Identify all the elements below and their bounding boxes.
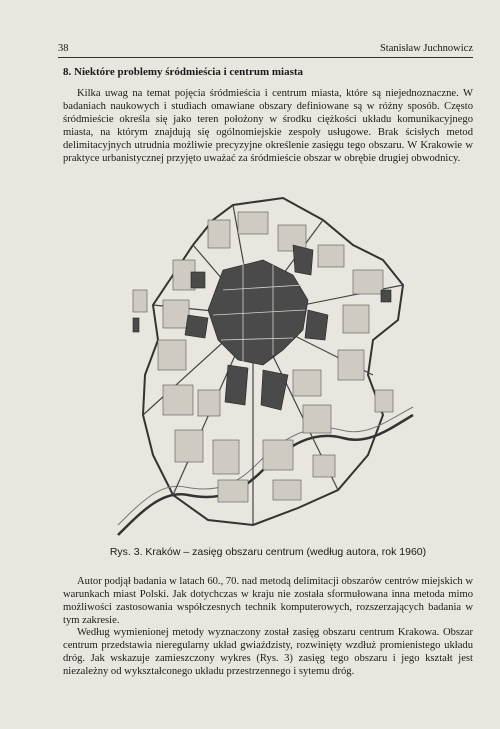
- paragraph-second: Autor podjął badania w latach 60., 70. nad metodą delimitacji obszarów centrów miejskich w warunkach miast Polski. Jak dotychczas w kraju nie została sformułowana inna metoda mimo możliwości zastosowania współczesnych technik komputerowych, rozszerzających badania w tym zakresie.: [63, 576, 473, 626]
- paragraph-intro: Kilka uwag na temat pojęcia śródmieścia i centrum miasta, które są niejednoznaczne. W badaniach naukowych i studiach omawiane obszary definiowane są w różny sposób. Często śródmieście określa się jako teren położony w środku ciężkości układu komunikacyjnego miasta, na którym znajdują się ogólnomiejskie zespoły usługowe. Brak ścisłych metod delimitacyjnych utrudnia możliwie precyzyjne określenie zasięgu tego obszaru. W Krakowie w praktyce urbanistycznej przyjęto uważać za śródmieście obszar w obrębie drugiej obwodnicy.: [63, 88, 473, 164]
- map-figure: [113, 190, 416, 540]
- header-rule: [58, 57, 473, 58]
- city-center-map: [113, 190, 416, 540]
- page-header: [58, 43, 473, 57]
- figure-caption: Rys. 3. Kraków – zasięg obszaru centrum (według autora, rok 1960): [109, 546, 427, 558]
- page-number: 38: [58, 43, 69, 54]
- running-head-author: Stanisław Juchnowicz: [379, 43, 473, 54]
- paragraph-third: Według wymienionej metody wyznaczony został zasięg obszaru centrum Krakowa. Obszar centrum przedstawia nieregularny układ gwiaździsty, rozwinięty wzdłuż promienistego układu dróg. Jak wskazuje zamieszczony wykres (Rys. 3) zasięg tego obszaru i jego kształt jest niezależny od wykształconego układu przestrzennego i sytemu dróg.: [63, 627, 473, 677]
- section-title: 8. Niektóre problemy śródmieścia i centrum miasta: [63, 66, 304, 78]
